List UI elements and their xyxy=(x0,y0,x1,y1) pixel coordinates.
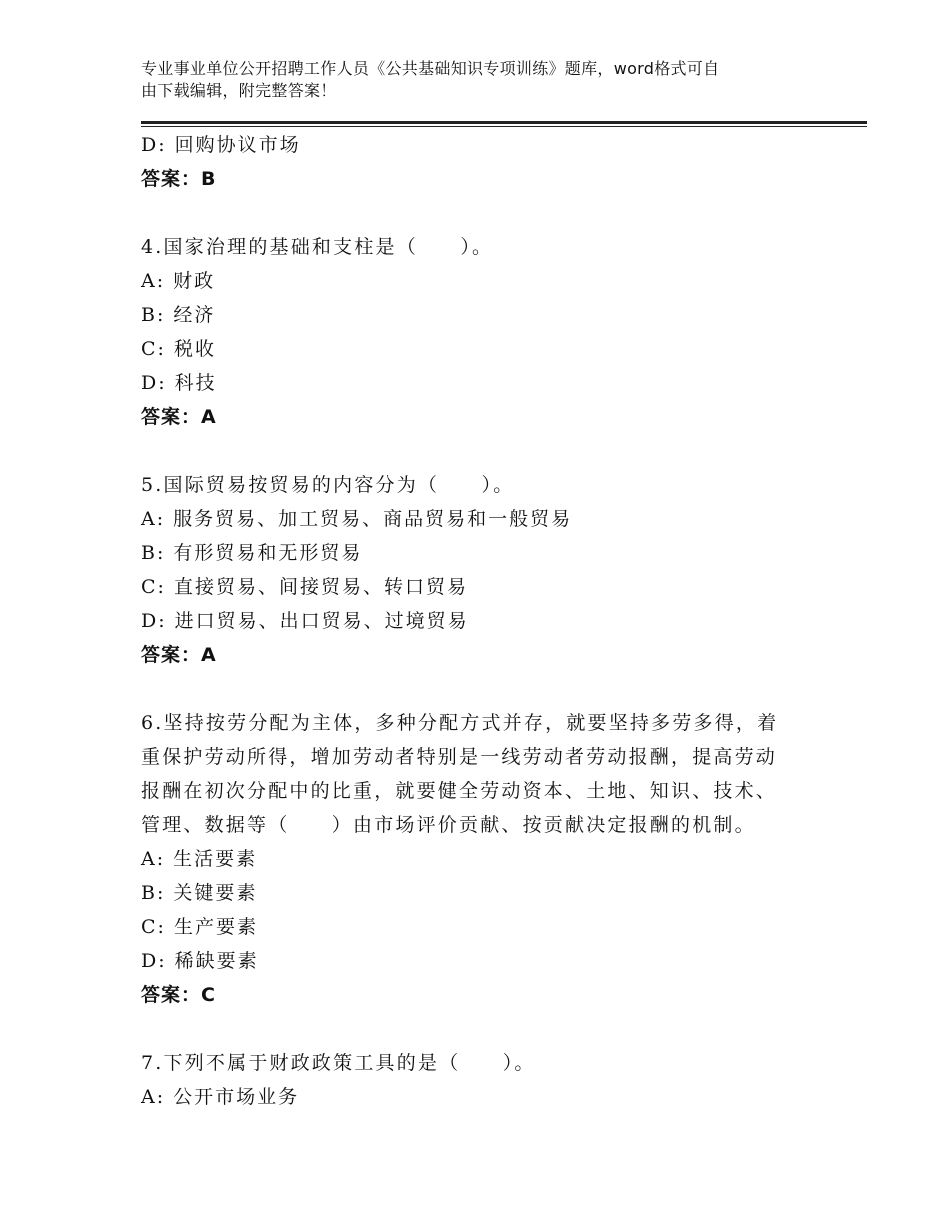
q5-answer: 答案：A xyxy=(141,644,217,666)
q3-option-d: D: 回购协议市场 xyxy=(141,134,301,156)
q6-stem-line-3: 报酬在初次分配中的比重，就要健全劳动资本、土地、知识、技术、 xyxy=(141,780,778,802)
header-line-1: 专业事业单位公开招聘工作人员《公共基础知识专项训练》题库，word格式可自 xyxy=(141,59,720,78)
q4-answer: 答案：A xyxy=(141,406,217,428)
question-list xyxy=(141,128,811,1114)
question-6 xyxy=(141,706,811,1012)
q6-answer: 答案：C xyxy=(141,984,216,1006)
q3-answer: 答案：B xyxy=(141,168,217,190)
spacer xyxy=(141,1012,811,1046)
q4-option-c: C: 税收 xyxy=(141,338,216,360)
spacer xyxy=(141,196,811,230)
question-4 xyxy=(141,230,811,434)
q5-option-c: C: 直接贸易、间接贸易、转口贸易 xyxy=(141,576,468,598)
q4-stem: 4.国家治理的基础和支柱是（ ）。 xyxy=(141,236,494,258)
q6-stem-line-1: 6.坚持按劳分配为主体，多种分配方式并存，就要坚持多劳多得，着 xyxy=(141,712,779,734)
spacer xyxy=(141,672,811,706)
q6-option-b: B: 关键要素 xyxy=(141,882,258,904)
q4-option-a: A: 财政 xyxy=(141,270,216,292)
q5-option-b: B: 有形贸易和无形贸易 xyxy=(141,542,363,564)
header-rule-thin xyxy=(141,126,867,127)
q6-option-d: D: 稀缺要素 xyxy=(141,950,259,972)
q6-stem-line-2: 重保护劳动所得，增加劳动者特别是一线劳动者劳动报酬，提高劳动 xyxy=(141,746,778,768)
q6-option-a: A: 生活要素 xyxy=(141,848,258,870)
q4-option-d: D: 科技 xyxy=(141,372,217,394)
q7-option-a: A: 公开市场业务 xyxy=(141,1086,300,1108)
q7-stem: 7.下列不属于财政政策工具的是（ ）。 xyxy=(141,1052,536,1074)
q5-stem: 5.国际贸易按贸易的内容分为（ ）。 xyxy=(141,474,515,496)
spacer xyxy=(141,434,811,468)
q5-option-a: A: 服务贸易、加工贸易、商品贸易和一般贸易 xyxy=(141,508,573,530)
q4-option-b: B: 经济 xyxy=(141,304,216,326)
q6-option-c: C: 生产要素 xyxy=(141,916,258,938)
page-header xyxy=(141,58,811,102)
header-line-2: 由下载编辑，附完整答案！ xyxy=(141,81,337,100)
header-rule-thick xyxy=(141,121,867,124)
q6-stem-line-4: 管理、数据等（ ）由市场评价贡献、按贡献决定报酬的机制。 xyxy=(141,814,756,836)
question-5 xyxy=(141,468,811,672)
q5-option-d: D: 进口贸易、出口贸易、过境贸易 xyxy=(141,610,469,632)
question-7 xyxy=(141,1046,811,1114)
